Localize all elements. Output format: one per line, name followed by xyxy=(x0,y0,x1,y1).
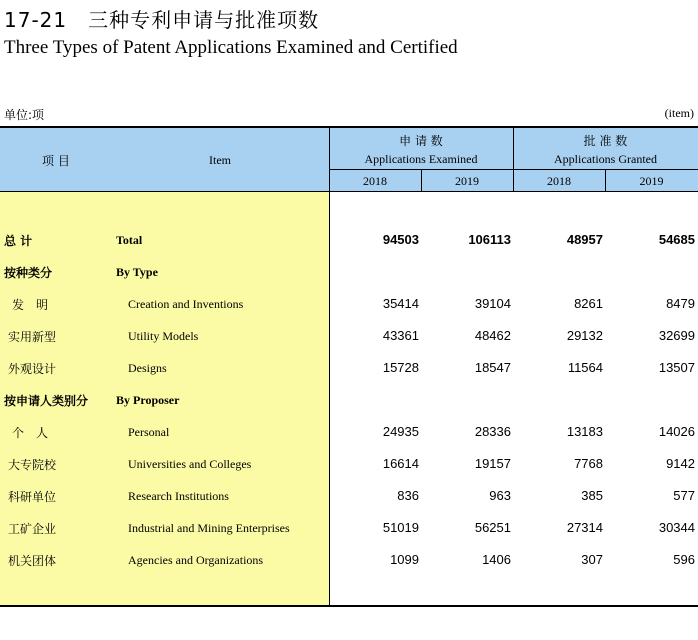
table-cell: 7768 xyxy=(574,456,603,471)
table-cell: 13507 xyxy=(658,360,695,375)
unit-label-cn: 单位:项 xyxy=(4,108,45,122)
total-applied-2018: 94503 xyxy=(382,232,419,247)
table-title-cn: 17-21 三种专利申请与批准项数 xyxy=(4,8,320,32)
header-year-granted-2019: 2019 xyxy=(639,174,664,188)
row-universities-cn: 大专院校 xyxy=(8,458,57,472)
header-granted-cn: 批 准 数 xyxy=(583,134,628,148)
header-year-applied-2018: 2018 xyxy=(363,174,387,188)
header-year-granted-2018: 2018 xyxy=(547,174,571,188)
header-bottom-rule xyxy=(0,191,698,192)
header-applied-cn: 申 请 数 xyxy=(399,134,443,148)
table-cell: 51019 xyxy=(382,520,419,535)
total-applied-2019: 106113 xyxy=(468,232,511,247)
table-cell: 836 xyxy=(397,488,419,503)
table-cell: 27314 xyxy=(566,520,603,535)
row-inventions-en: Creation and Inventions xyxy=(128,297,244,311)
table-cell: 28336 xyxy=(474,424,511,439)
row-personal-en: Personal xyxy=(128,425,170,439)
table-cell: 48462 xyxy=(474,328,511,343)
row-agencies-en: Agencies and Organizations xyxy=(128,553,264,567)
row-total-cn: 总 计 xyxy=(4,234,33,248)
table-cell: 39104 xyxy=(474,296,511,311)
table-cell: 35414 xyxy=(382,296,419,311)
header-item-en: Item xyxy=(209,153,231,167)
section-by-type-en: By Type xyxy=(116,265,158,279)
table-cell: 963 xyxy=(489,488,511,503)
row-designs-cn: 外观设计 xyxy=(8,362,57,376)
row-research-en: Research Institutions xyxy=(128,489,229,503)
table-cell: 9142 xyxy=(666,456,695,471)
table-cell: 14026 xyxy=(658,424,695,439)
table-cell: 307 xyxy=(581,552,603,567)
row-agencies-cn: 机关团体 xyxy=(8,554,57,568)
table-title-en: Three Types of Patent Applications Examined and Certified xyxy=(4,37,458,58)
table-cell: 32699 xyxy=(658,328,695,343)
row-designs-en: Designs xyxy=(128,361,167,375)
section-by-proposer-cn: 按申请人类别分 xyxy=(4,394,89,408)
table-cell: 11564 xyxy=(567,360,603,375)
section-by-proposer-en: By Proposer xyxy=(116,393,180,407)
row-total-en: Total xyxy=(116,233,143,247)
row-personal-cn: 个 人 xyxy=(12,426,49,440)
table-cell: 16614 xyxy=(382,456,419,471)
table-cell: 596 xyxy=(673,552,695,567)
table-cell: 8479 xyxy=(666,296,695,311)
header-item-cn: 项 目 xyxy=(42,154,70,168)
bottom-rule xyxy=(0,605,698,607)
table-cell: 24935 xyxy=(382,424,419,439)
header-year-applied-2019: 2019 xyxy=(455,174,479,188)
table-cell: 43361 xyxy=(382,328,419,343)
row-industrial-cn: 工矿企业 xyxy=(8,522,57,536)
row-utility-models-cn: 实用新型 xyxy=(8,330,57,344)
header-applied-en: Applications Examined xyxy=(364,152,478,166)
table-cell: 1406 xyxy=(482,552,511,567)
table-cell: 56251 xyxy=(474,520,511,535)
total-granted-2018: 48957 xyxy=(566,232,603,247)
table-cell: 577 xyxy=(673,488,695,503)
row-industrial-en: Industrial and Mining Enterprises xyxy=(128,521,290,535)
table-cell: 13183 xyxy=(566,424,603,439)
header-granted-en: Applications Granted xyxy=(554,152,657,166)
row-research-cn: 科研单位 xyxy=(8,490,57,504)
unit-label-en: (item) xyxy=(664,106,694,120)
table-cell: 18547 xyxy=(474,360,511,375)
section-by-type-cn: 按种类分 xyxy=(4,266,53,280)
subheader-rule xyxy=(329,169,698,170)
table-cell: 1099 xyxy=(390,552,419,567)
row-utility-models-en: Utility Models xyxy=(128,329,199,343)
row-universities-en: Universities and Colleges xyxy=(128,457,252,471)
table-cell: 30344 xyxy=(658,520,695,535)
table-cell: 29132 xyxy=(566,328,603,343)
table-cell: 19157 xyxy=(474,456,511,471)
row-inventions-cn: 发 明 xyxy=(12,298,49,312)
total-granted-2019: 54685 xyxy=(658,232,695,247)
table-cell: 15728 xyxy=(382,360,419,375)
table-cell: 385 xyxy=(581,488,603,503)
table-cell: 8261 xyxy=(574,296,603,311)
top-rule xyxy=(0,126,698,128)
